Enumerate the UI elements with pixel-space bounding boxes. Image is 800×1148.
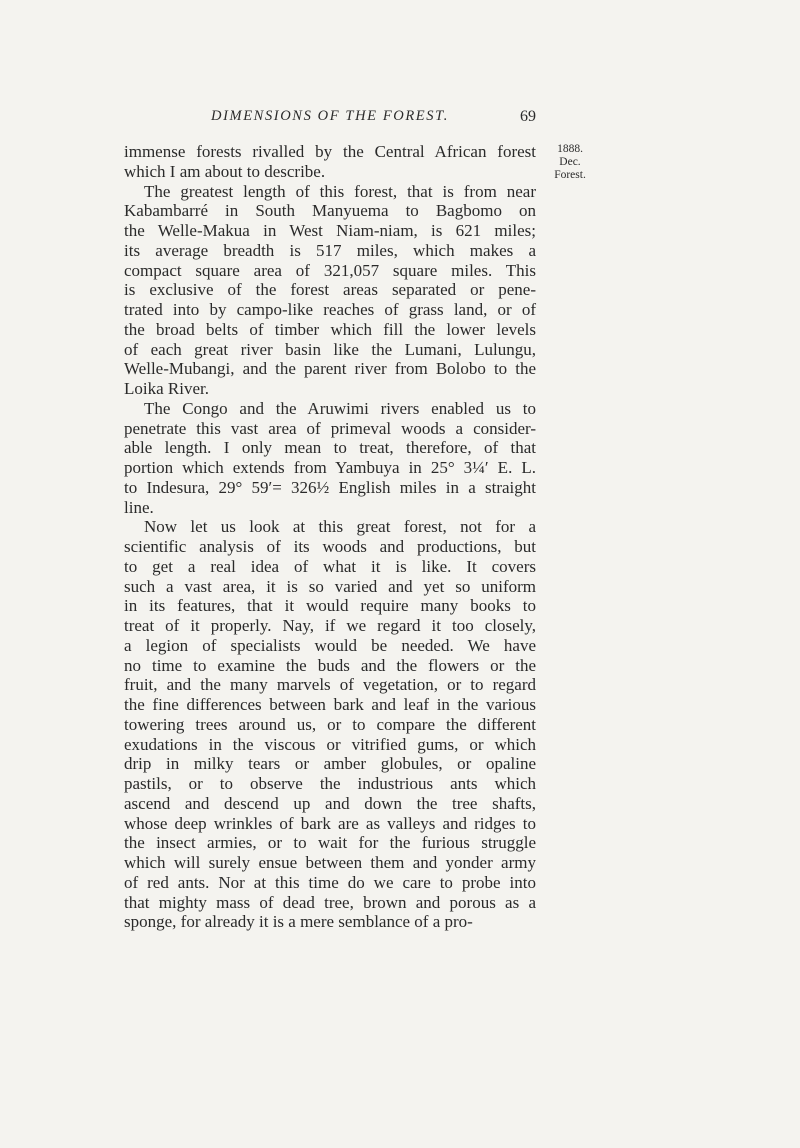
running-head: [124, 108, 536, 130]
text-line: towering trees around us, or to compare the different: [124, 714, 536, 734]
paragraph: [124, 182, 536, 399]
text-line: whose deep wrinkles of bark are as valleys and ridges to: [124, 813, 536, 833]
text-line: that mighty mass of dead tree, brown and porous as a: [124, 892, 536, 912]
text-line: Now let us look at this great forest, not for a: [144, 517, 536, 537]
body-text: [124, 142, 536, 932]
text-line: of red ants. Nor at this time do we care to probe into: [124, 872, 536, 892]
paragraph: [124, 399, 536, 518]
text-line: drip in milky tears or amber globules, or opaline: [124, 754, 536, 774]
text-line: Loika River.: [124, 379, 209, 398]
text-line: sponge, for already it is a mere semblance of a pro-: [124, 912, 473, 932]
margin-note-year: 1888.: [557, 143, 583, 155]
text-line: in its features, that it would require many books to: [124, 596, 536, 616]
text-line: scientific analysis of its woods and productions, but: [124, 537, 536, 556]
text-line: penetrate this vast area of primeval woods a consider-: [124, 418, 536, 438]
text-line: immense forests rivalled by the Central African forest: [124, 142, 536, 161]
text-line: a legion of specialists would be needed. We have: [124, 635, 536, 655]
text-line: the broad belts of timber which fill the lower levels: [124, 319, 536, 339]
text-line: portion which extends from Yambuya in 25° 3¼′ E. L.: [124, 458, 536, 477]
text-line: of each great river basin like the Lumani, Lulungu,: [124, 339, 536, 359]
paragraph: [124, 517, 536, 932]
text-line: trated into by campo-like reaches of grass land, or of: [124, 300, 536, 319]
text-line: pastils, or to observe the industrious ants which: [124, 774, 536, 793]
running-title: DIMENSIONS OF THE FOREST.: [211, 108, 449, 124]
text-line: to Indesura, 29° 59′= 326½ English miles in a straight: [124, 477, 536, 497]
text-line: Welle-Mubangi, and the parent river from Bolobo to the: [124, 359, 536, 379]
paragraph: [124, 142, 536, 182]
text-line: The Congo and the Aruwimi rivers enabled us to: [144, 398, 536, 418]
margin-note-topic: Forest.: [554, 169, 586, 181]
text-line: such a vast area, it is so varied and yet so uniform: [124, 576, 536, 596]
page-number: 69: [520, 108, 536, 125]
text-line: exudations in the viscous or vitrified gums, or which: [124, 734, 536, 754]
text-line: its average breadth is 517 miles, which makes a: [124, 240, 536, 260]
text-line: treat of it properly. Nay, if we regard it too closely,: [124, 616, 536, 635]
text-line: able length. I only mean to treat, therefore, of that: [124, 438, 536, 458]
text-line: the Welle-Makua in West Niam-niam, is 621 miles;: [124, 221, 536, 240]
text-line: which will surely ensue between them and yonder army: [124, 853, 536, 872]
text-line: is exclusive of the forest areas separated or pene-: [124, 280, 536, 300]
text-line: line.: [124, 497, 154, 517]
text-line: to get a real idea of what it is like. It covers: [124, 556, 536, 576]
text-line: Kabambarré in South Manyuema to Bagbomo on: [124, 201, 536, 221]
text-line: the insect armies, or to wait for the furious struggle: [124, 833, 536, 853]
text-line: the fine differences between bark and leaf in the various: [124, 695, 536, 714]
text-line: no time to examine the buds and the flowers or the: [124, 655, 536, 675]
text-line: compact square area of 321,057 square miles. This: [124, 260, 536, 280]
margin-note: [545, 143, 595, 182]
text-line: The greatest length of this forest, that is from near: [144, 181, 536, 201]
text-line: fruit, and the many marvels of vegetation, or to regard: [124, 675, 536, 695]
text-line: which I am about to describe.: [124, 161, 326, 181]
margin-note-month: Dec.: [559, 156, 581, 168]
text-line: ascend and descend up and down the tree shafts,: [124, 793, 536, 813]
